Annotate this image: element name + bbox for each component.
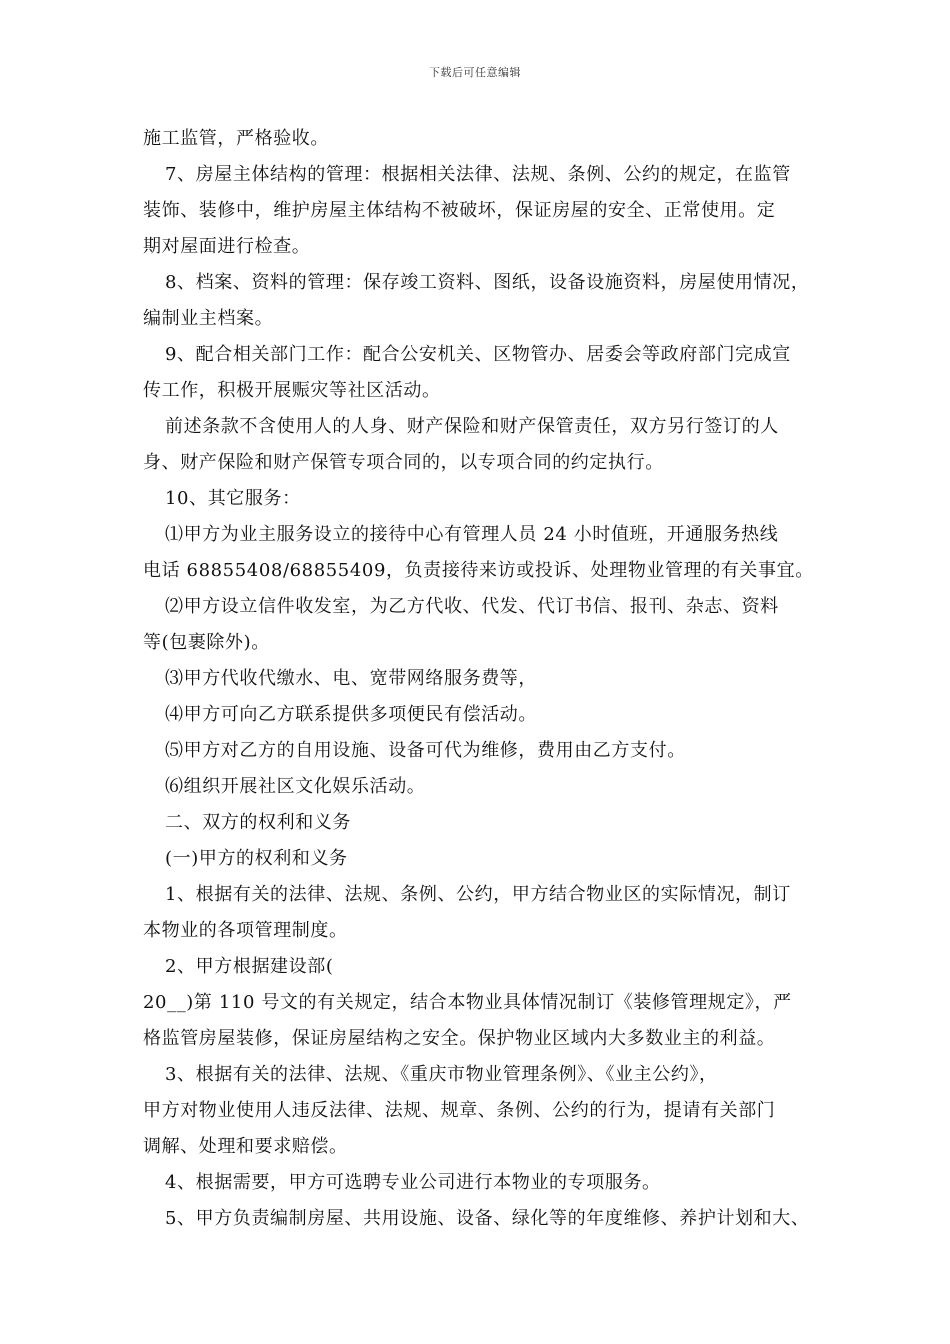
text-line: 10、其它服务： bbox=[165, 488, 301, 509]
text-line: 传工作，积极开展赈灾等社区活动。 bbox=[143, 380, 441, 401]
text-line: 调解、处理和要求赔偿。 bbox=[143, 1136, 348, 1157]
page-header: 下载后可任意编辑 bbox=[429, 66, 521, 79]
text-line: 5、甲方负责编制房屋、共用设施、设备、绿化等的年度维修、养护计划和大、 bbox=[165, 1208, 810, 1229]
text-line: 7、房屋主体结构的管理：根据相关法律、法规、条例、公约的规定，在监管 bbox=[165, 164, 791, 185]
text-line: 身、财产保险和财产保管专项合同的，以专项合同的约定执行。 bbox=[143, 452, 664, 473]
text-line: ⑷甲方可向乙方联系提供多项便民有偿活动。 bbox=[165, 704, 537, 725]
text-line: 20__)第 110 号文的有关规定，结合本物业具体情况制订《装修管理规定》，严 bbox=[143, 992, 792, 1013]
text-line: 等(包裹除外)。 bbox=[143, 632, 270, 653]
text-line: ⑸甲方对乙方的自用设施、设备可代为维修，费用由乙方支付。 bbox=[165, 740, 686, 761]
text-line: 2、甲方根据建设部( bbox=[165, 956, 334, 977]
text-line: 本物业的各项管理制度。 bbox=[143, 920, 348, 941]
document-body bbox=[143, 121, 823, 1237]
section-heading: 二、双方的权利和义务 bbox=[165, 812, 351, 833]
subsection-heading: (一)甲方的权利和义务 bbox=[165, 848, 348, 869]
text-line: 4、根据需要，甲方可选聘专业公司进行本物业的专项服务。 bbox=[165, 1172, 661, 1193]
text-line: 电话 68855408/68855409，负责接待来访或投诉、处理物业管理的有关事宜。 bbox=[143, 560, 814, 581]
text-line: 装饰、装修中，维护房屋主体结构不被破坏，保证房屋的安全、正常使用。定 bbox=[143, 200, 776, 221]
text-line: ⑵甲方设立信件收发室，为乙方代收、代发、代订书信、报刊、杂志、资料 bbox=[165, 596, 779, 617]
text-line: 甲方对物业使用人违反法律、法规、规章、条例、公约的行为，提请有关部门 bbox=[143, 1100, 776, 1121]
text-line: 期对屋面进行检查。 bbox=[143, 236, 311, 257]
text-line: ⑹组织开展社区文化娱乐活动。 bbox=[165, 776, 426, 797]
text-line: 施工监管，严格验收。 bbox=[143, 128, 329, 149]
text-line: 前述条款不含使用人的人身、财产保险和财产保管责任，双方另行签订的人 bbox=[165, 416, 779, 437]
text-line: 8、档案、资料的管理：保存竣工资料、图纸，设备设施资料，房屋使用情况， bbox=[165, 272, 810, 293]
text-line: 格监管房屋装修，保证房屋结构之安全。保护物业区域内大多数业主的利益。 bbox=[143, 1028, 776, 1049]
text-line: 编制业主档案。 bbox=[143, 308, 274, 329]
text-line: 1、根据有关的法律、法规、条例、公约，甲方结合物业区的实际情况，制订 bbox=[165, 884, 791, 905]
text-line: 3、根据有关的法律、法规、《重庆市物业管理条例》、《业主公约》， bbox=[165, 1064, 718, 1085]
text-line: ⑴甲方为业主服务设立的接待中心有管理人员 24 小时值班，开通服务热线 bbox=[165, 524, 779, 545]
text-line: 9、配合相关部门工作：配合公安机关、区物管办、居委会等政府部门完成宣 bbox=[165, 344, 791, 365]
text-line: ⑶甲方代收代缴水、电、宽带网络服务费等， bbox=[165, 668, 537, 689]
